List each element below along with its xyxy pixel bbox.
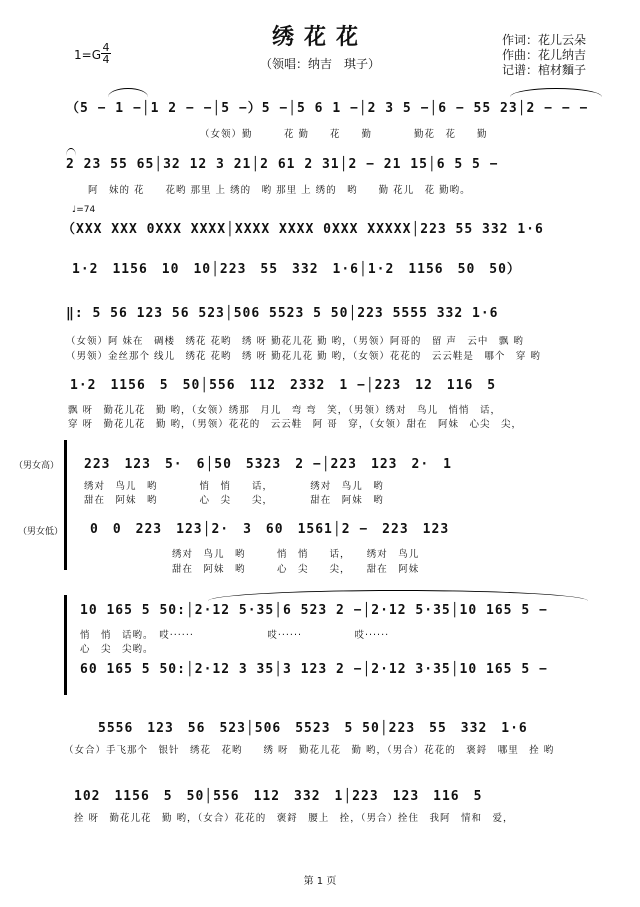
time-signature: [101, 42, 111, 65]
time-numerator: 4: [102, 41, 110, 54]
notation-line: 102 1156 5 50│556 112 332 1│223 123 116 5: [74, 789, 483, 804]
notation-line: ‖: 5 56 123 56 523│506 5523 5 50│223 5555 332 1·6: [66, 306, 499, 321]
notation-line: 60 165 5 50:│2·12 3 35│3 123 2 −│2·12 3·35│10 165 5 −: [80, 662, 548, 677]
notation-line: 1·2 1156 5 50│556 112 2332 1 −│223 12 116 5: [70, 378, 497, 393]
lyric-line: 穿 呀 勤花儿花 勤 哟，（男领）花花的 云云鞋 阿 哥 穿，（女领）甜在 阿妹 心尖 尖，: [68, 419, 523, 430]
lyric-line: 阿 妹的 花 花哟 那里 上 绣的 哟 那里 上 绣的 哟 勤 花儿 花 勤哟。: [88, 185, 471, 196]
system-bracket: [64, 595, 67, 695]
notation-line: 5556 123 56 523│506 5523 5 50│223 55 332 1·6: [98, 721, 528, 736]
notation-line: 0 0 223 123│2· 3 60 1561│2 − 223 123: [90, 522, 450, 537]
page-title: 绣花花: [271, 25, 368, 50]
lyric-line: 甜在 阿妹 哟 心 尖 尖， 甜在 阿妹 哟: [84, 495, 384, 506]
lyric-line: 心 尖 尖哟。: [80, 644, 154, 655]
lyric-line: 飘 呀 勤花儿花 勤 哟，（女领）绣那 月儿 弯 弯 笑，（男领）绣对 鸟儿 悄悄 话，: [68, 405, 502, 416]
credits-block: [502, 33, 586, 78]
system-bracket: [64, 440, 67, 570]
part-label-high: （男女高）: [14, 461, 60, 471]
lyric-line: （男领）金丝那个 线儿 绣花 花哟 绣 呀 勤花儿花 勤 哟，（女领）花花的 云云鞋是 哪个 穿 哟: [66, 351, 541, 362]
lyricist: 作词：花儿云朵: [502, 33, 587, 47]
notation-line: 223 123 5· 6│50 5323 2 −│223 123 2· 1: [84, 457, 452, 472]
lyric-line: （女领）阿 妹在 碉楼 绣花 花哟 绣 呀 勤花儿花 勤 哟，（男领）阿哥的 留 声 云中 飘 哟: [66, 336, 524, 347]
notation-line: 10 165 5 50:│2·12 5·35│6 523 2 −│2·12 5·35│10 165 5 −: [80, 603, 548, 618]
notation-line: 1·2 1156 10 10│223 55 332 1·6│1·2 1156 50 50）: [72, 262, 521, 277]
key-signature: 1=G: [74, 48, 101, 62]
tempo-mark: ♩=74: [72, 205, 96, 215]
notation-line: 2 23 55 65│32 12 3 21│2 61 2 31│2 − 21 15│6 5 5 −: [66, 157, 499, 172]
time-denominator: 4: [102, 53, 110, 66]
singer-credit: （领唱：纳吉 琪子）: [259, 57, 380, 71]
notation-line: （5 − 1 −│1 2 − −│5 −）5 −│5 6 1 −│2 3 5 −│6 − 55 23│2 − − −: [66, 101, 589, 116]
lyric-line: 绣对 鸟儿 哟 悄 悄 话， 绣对 鸟儿 哟: [84, 481, 384, 492]
tie: [66, 148, 76, 156]
page-number: 第 1 页: [303, 876, 337, 887]
lyric-line: （女合）手飞那个 银针 绣花 花哟 绣 呀 勤花儿花 勤 哟，（男合）花花的 褒鋝 哪里 拴 哟: [64, 745, 555, 756]
slur: [108, 88, 148, 97]
lyric-line: 甜在 阿妹 哟 心 尖 尖， 甜在 阿妹: [172, 564, 420, 575]
lyric-line: 绣对 鸟儿 哟 悄 悄 话， 绣对 鸟儿: [172, 549, 420, 560]
part-label-low: （男女低）: [18, 527, 64, 537]
composer: 作曲：花儿纳吉: [502, 48, 587, 62]
tie: [510, 88, 602, 97]
lyric-line: 拴 呀 勤花儿花 勤 哟，（女合）花花的 褒鋝 腰上 拴，（男合）拴住 我阿 情和 爱，: [74, 813, 514, 824]
lyric-line: 悄 悄 话哟。 哎······ 哎······ 哎······: [80, 630, 390, 641]
notation-line: （XXX XXX 0XXX XXXX│XXXX XXXX 0XXX XXXXX│223 55 332 1·6: [62, 222, 544, 237]
lyric-line: （女领）勤 花 勤 花 勤 勤花 花 勤: [200, 129, 488, 140]
transcriber: 记谱：棺材麵子: [502, 63, 587, 77]
slur: [208, 590, 588, 601]
